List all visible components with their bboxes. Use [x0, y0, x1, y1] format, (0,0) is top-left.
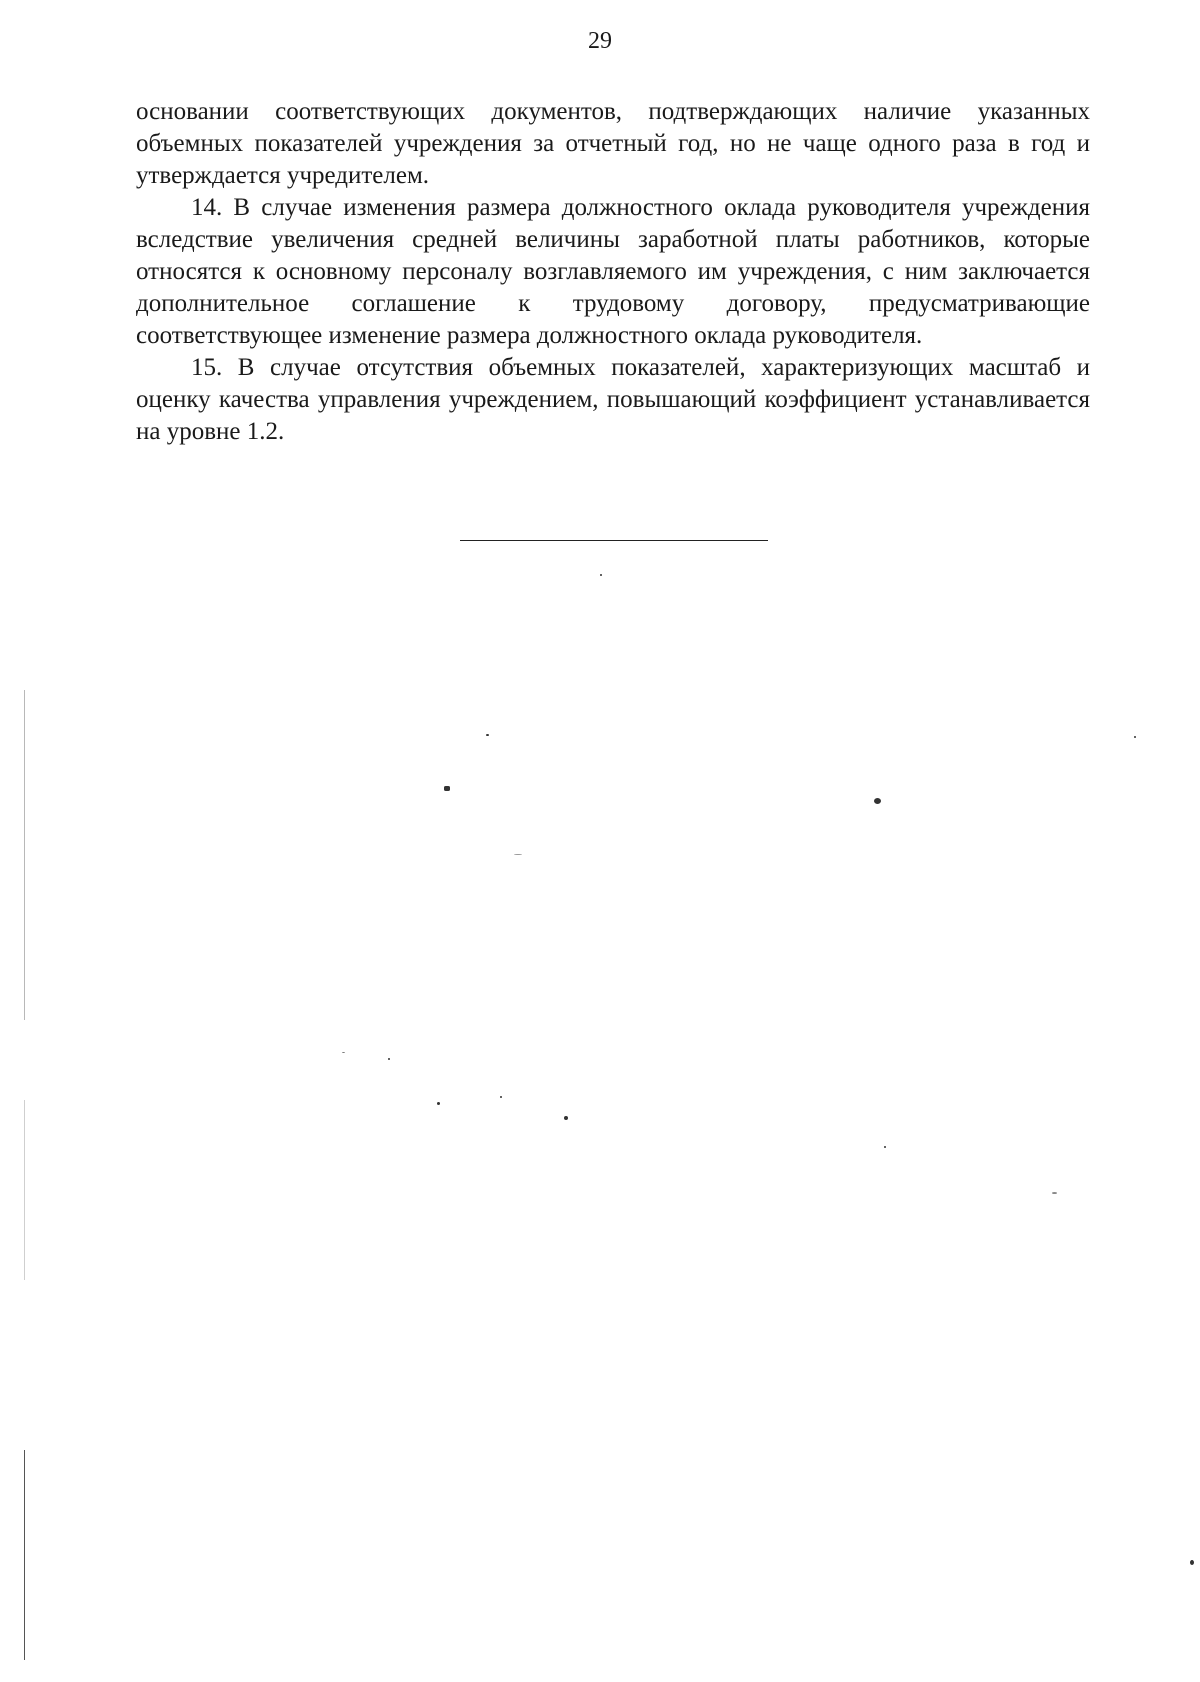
scan-speck — [388, 1058, 390, 1060]
scan-speck — [486, 734, 489, 736]
paragraph-item-14: 14. В случае изменения размера должностного оклада руководителя учреждения вследствие увеличения средней величины заработной платы работников, которые относятся к основному персоналу возглавляемого им учреждения, с ним заключается дополнительное соглашение к трудовому договору, предусматривающие соответствующее изменение размера должностного оклада руководителя. — [136, 194, 1090, 349]
document-body — [136, 96, 1090, 448]
scan-speck — [1134, 736, 1136, 738]
scan-speck — [600, 574, 602, 576]
scan-edge-line — [24, 1450, 25, 1660]
scan-speck — [342, 1052, 345, 1053]
scan-speck — [514, 854, 522, 855]
paragraph-continuation: основании соответствующих документов, подтверждающих наличие указанных объемных показателей учреждения за отчетный год, но не чаще одного раза в год и утверждается учредителем. — [136, 98, 1090, 189]
paragraph-item-15: 15. В случае отсутствия объемных показателей, характеризующих масштаб и оценку качества управления учреждением, повышающий коэффициент устанавливается на уровне 1.2. — [136, 354, 1090, 445]
scan-edge-line — [24, 690, 25, 1020]
scan-speck — [874, 798, 881, 804]
scan-speck — [444, 786, 450, 791]
scan-speck — [564, 1116, 568, 1120]
scan-speck — [500, 1096, 502, 1098]
scan-speck — [1052, 1192, 1057, 1194]
scan-speck — [437, 1102, 440, 1105]
page-number: 29 — [588, 28, 612, 54]
scan-edge-line — [24, 1100, 25, 1280]
scan-speck — [884, 1146, 886, 1148]
end-separator-line — [460, 540, 768, 541]
scan-speck — [1190, 1560, 1194, 1565]
